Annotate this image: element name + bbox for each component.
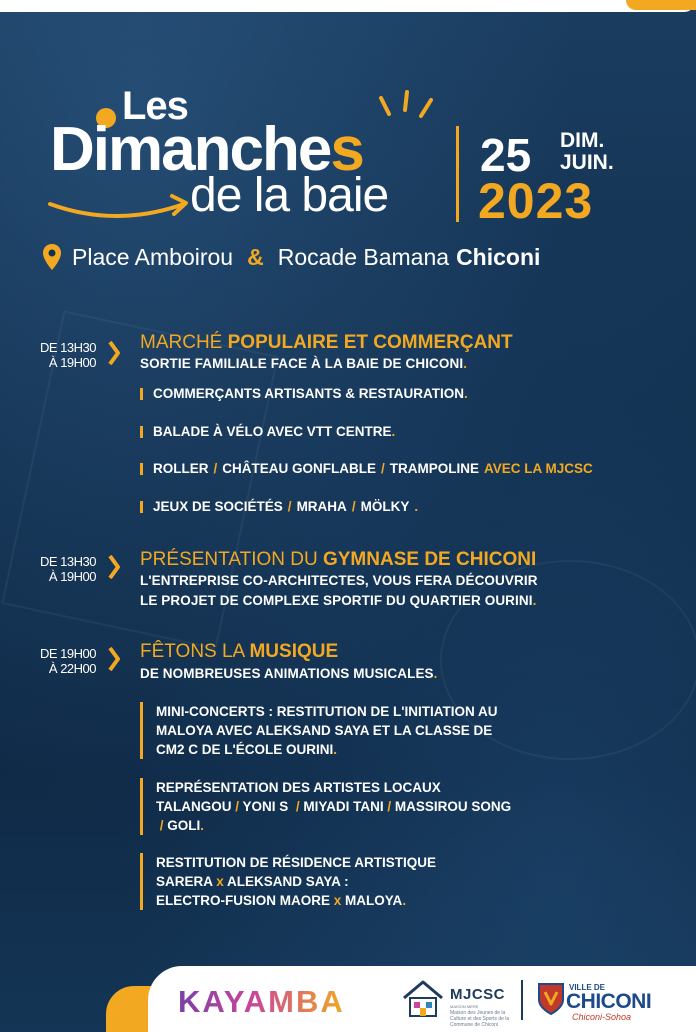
section-title-bold: POPULAIRE ET COMMERÇANT: [227, 332, 513, 353]
section-title: [140, 641, 338, 663]
section-description-line: L'ENTREPRISE CO-ARCHITECTES, VOUS FERA DÉCOUVRIR: [140, 573, 538, 588]
artist-name: TALANGOU: [156, 799, 232, 814]
punct-dot: .: [464, 386, 468, 401]
chevron-right-icon: [108, 554, 120, 580]
section-title-normal: PRÉSENTATION DU: [140, 549, 318, 570]
list-item: [140, 424, 395, 439]
list-item-text: MRAHA: [296, 499, 347, 514]
location-town: Chiconi: [456, 243, 541, 270]
punct-dot: .: [391, 424, 396, 439]
date-weekday: DIM.: [560, 129, 605, 152]
section-time: [40, 646, 96, 676]
chevron-right-icon: [108, 340, 120, 366]
artist-name: YONI S: [242, 799, 289, 814]
artist-name: MIYADI TANI: [303, 799, 384, 814]
chiconi-crest-icon: [537, 982, 565, 1016]
program-block-line: ELECTRO-FUSION MAORE: [156, 893, 330, 908]
section-description-line: LE PROJET DE COMPLEXE SPORTIF DU QUARTIER OURINI: [140, 593, 533, 608]
separator-slash: /: [287, 499, 292, 514]
bullet-bar: [140, 501, 143, 513]
punct-dot: .: [402, 893, 407, 908]
punct-dot: .: [433, 666, 438, 681]
program-block: [140, 702, 497, 759]
location-rocade: Rocade Bamana: [277, 243, 450, 270]
map-pin-icon: [42, 243, 62, 271]
date-month: JUIN.: [560, 151, 614, 174]
bullet-bar: [140, 463, 143, 475]
list-item-text: ROLLER: [153, 461, 209, 476]
section-title: [140, 549, 536, 571]
section-subtitle: [140, 354, 467, 374]
section-subtitle: [140, 664, 438, 684]
time-start: DE 13H30: [40, 340, 96, 355]
title-de-la-baie: de la baie: [190, 169, 389, 222]
top-white-strip: [0, 0, 696, 12]
time-end: À 22H00: [48, 661, 96, 676]
separator-slash: /: [387, 799, 392, 814]
header-divider: [456, 126, 459, 222]
punct-dot: .: [200, 818, 205, 833]
separator-slash: /: [213, 461, 218, 476]
program-block-line: RESTITUTION DE RÉSIDENCE ARTISTIQUE: [156, 855, 437, 870]
time-end: À 19H00: [48, 569, 96, 584]
footer-divider: [521, 980, 523, 1020]
mjcsc-small-caption: MAISON MERE: [450, 1004, 479, 1009]
mjcsc-long-caption: Maison des Jeunes de la Culture et des Sports de la Commune de Chiconi: [450, 1010, 510, 1028]
bullet-bar: [140, 426, 143, 438]
program-block-line: MINI-CONCERTS : RESTITUTION DE L'INITIATION AU: [156, 704, 498, 719]
location-line: [42, 240, 540, 274]
list-item-text: COMMERÇANTS ARTISANTS & RESTAURATION: [153, 386, 464, 401]
ville-de-label: VILLE DE: [569, 983, 606, 992]
artist-name: ALEKSAND SAYA :: [227, 874, 349, 889]
section-subtitle-text: DE NOMBREUSES ANIMATIONS MUSICALES: [140, 666, 434, 681]
bullet-bar: [140, 388, 143, 400]
list-item-text: JEUX DE SOCIÉTÉS: [153, 499, 283, 514]
artist-name: MASSIROU SONG: [394, 799, 512, 814]
title-s: s: [330, 115, 363, 184]
section-title: [140, 332, 513, 354]
section-title-bold: GYMNASE DE CHICONI: [322, 549, 537, 570]
artist-name: GOLI: [167, 818, 201, 833]
swoosh-arrow-icon: [46, 186, 196, 226]
list-item: [140, 499, 418, 514]
date-year: 2023: [478, 173, 594, 229]
list-item-text: MÖLKY: [360, 499, 410, 514]
separator-slash: /: [381, 461, 385, 476]
time-start: DE 19H00: [40, 646, 96, 661]
list-item: [140, 461, 593, 476]
artist-name: MALOYA: [345, 893, 403, 908]
program-block-line: CM2 C DE L'ÉCOLE OURINI: [156, 742, 334, 757]
time-start: DE 13H30: [40, 554, 96, 569]
punct-dot: .: [333, 742, 337, 757]
mjcsc-logo-subtitle: [450, 1004, 520, 1028]
mjcsc-logo-text: MJCSC: [450, 986, 506, 1003]
punct-dot: .: [414, 499, 419, 514]
section-title-normal: MARCHÉ: [140, 332, 223, 353]
chiconi-logo-subtitle: Chiconi-Sohoa: [572, 1012, 632, 1022]
section-title-normal: FÊTONS LA: [140, 641, 245, 662]
title-les: Les: [122, 84, 188, 128]
kayamba-logo: KAYAMBA: [178, 984, 345, 1019]
time-end: À 19H00: [48, 355, 96, 370]
program-block-line: REPRÉSENTATION DES ARTISTES LOCAUX: [156, 780, 441, 795]
mjcsc-house-logo-icon: [400, 978, 446, 1020]
separator-x: x: [216, 874, 224, 889]
chiconi-logo-text: CHICONI: [566, 990, 652, 1013]
program-block: [140, 853, 436, 910]
title-dimanche: Dimanche: [50, 115, 331, 184]
section-subtitle-text: SORTIE FAMILIALE FACE À LA BAIE DE CHICONI: [140, 356, 464, 371]
chevron-right-icon: [108, 646, 120, 672]
separator-slash: /: [235, 799, 240, 814]
sparks-icon: [375, 88, 445, 128]
section-title-bold: MUSIQUE: [249, 641, 339, 662]
separator-slash: /: [159, 818, 164, 833]
separator-slash: /: [351, 499, 356, 514]
punct-dot: .: [532, 593, 537, 608]
location-place: Place Amboirou: [72, 243, 234, 270]
separator-slash: /: [295, 799, 300, 814]
program-block: [140, 778, 511, 835]
top-orange-accent: [626, 0, 696, 10]
punct-dot: .: [463, 356, 468, 371]
artist-name: SARERA: [156, 874, 213, 889]
date-day: 25: [480, 129, 532, 181]
list-item-text: BALADE À VÉLO AVEC VTT CENTRE: [153, 424, 392, 439]
list-item-highlight: AVEC LA MJCSC: [484, 461, 593, 476]
list-item-text: CHÂTEAU GONFLABLE: [222, 461, 377, 476]
program-block-line: MALOYA AVEC ALEKSAND SAYA ET LA CLASSE DE: [156, 723, 493, 738]
section-description: [140, 571, 538, 611]
list-item-text: TRAMPOLINE: [389, 461, 480, 476]
location-ampersand: &: [247, 243, 264, 270]
separator-x: x: [333, 893, 342, 908]
section-time: [40, 340, 96, 370]
list-item: [140, 386, 468, 401]
section-time: [40, 554, 96, 584]
